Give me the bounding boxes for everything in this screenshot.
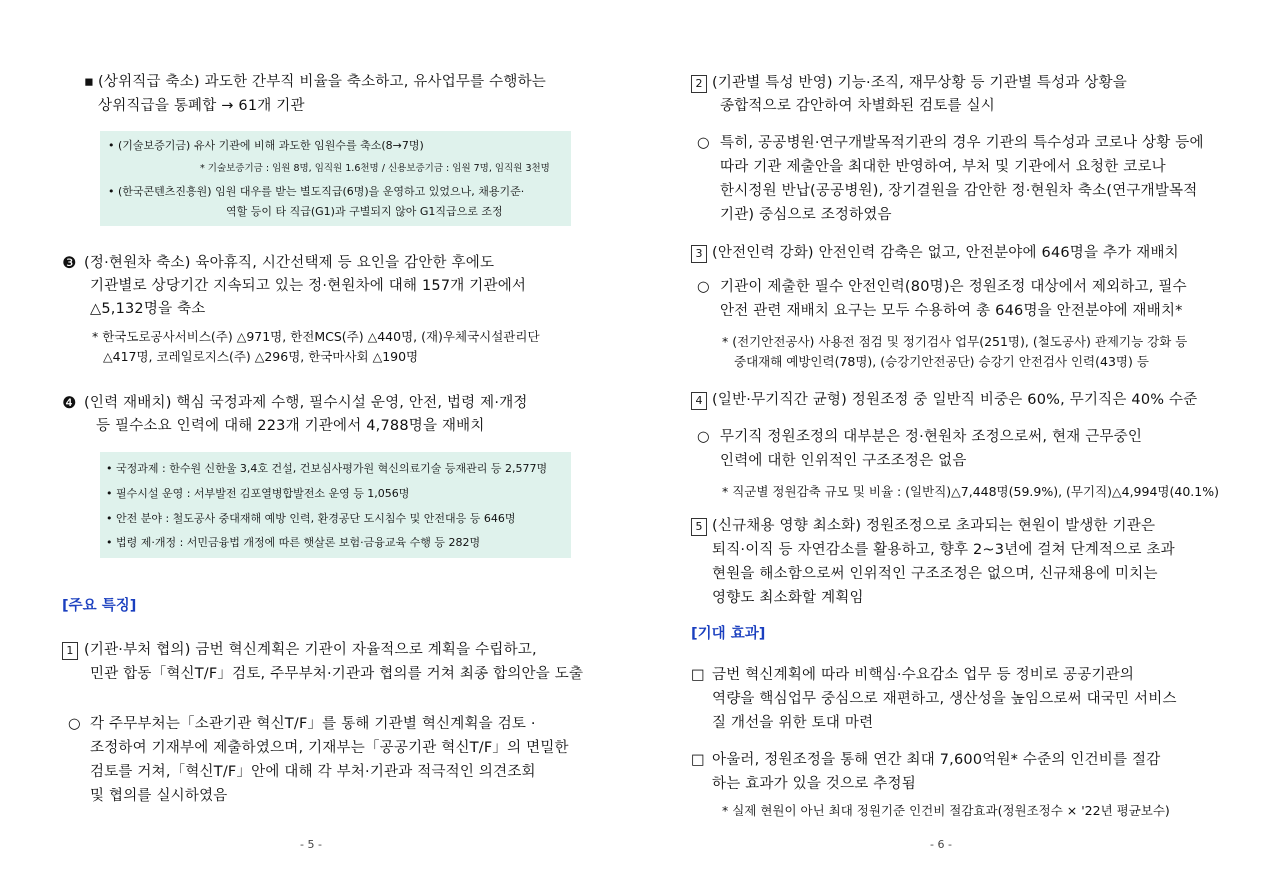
section-title: [기대 효과] [691,626,766,642]
circle-bullet-icon: ○ [697,429,710,445]
body-line: 역량을 핵심업무 중심으로 재편하고, 생산성을 높임으로써 대국민 서비스 [712,691,1177,707]
body-line: (일반·무기직간 균형) 정원조정 중 일반직 비중은 60%, 무기직은 40% 수준 [712,392,1198,408]
body-line: (인력 재배치) 핵심 국정과제 수행, 필수시설 운영, 안전, 법령 제·개정 [84,395,528,411]
footnote-line: * 실제 현원이 아닌 최대 정원기준 인건비 절감효과(정원조정수 × '22년 평균보수) [722,803,1170,818]
boxed-number-icon: 2 [691,75,707,93]
body-line: (상위직급 축소) 과도한 간부직 비율을 축소하고, 유사업무를 수행하는 [98,74,546,90]
checkbox-square-icon: □ [691,667,705,683]
boxed-number-icon: 5 [691,518,707,536]
body-line: 기관) 중심으로 조정하였음 [720,207,892,223]
box-line: • (한국콘텐츠진흥원) 임원 대우를 받는 별도직급(6명)을 운영하고 있었으나, 채용기준· [108,185,525,198]
body-line: 각 주무부처는「소관기관 혁신T/F」를 통해 기관별 혁신계획을 검토 · [90,716,536,732]
circled-number-icon: ❸ [62,253,77,272]
circle-bullet-icon: ○ [697,279,710,295]
body-line: 등 필수소요 인력에 대해 223개 기관에서 4,788명을 재배치 [96,418,485,434]
footnote-line: △417명, 코레일로지스(주) △296명, 한국마사회 △190명 [103,349,419,364]
footnote-line: * 직군별 정원감축 규모 및 비율 : (일반직)△7,448명(59.9%), (무기직)△4,994명(40.1%) [722,484,1219,499]
box-line: • (기술보증기금) 유사 기관에 비해 과도한 임원수를 축소(8→7명) [108,139,424,152]
box-line: • 안전 분야 : 철도공사 중대재해 예방 인력, 환경공단 도시침수 및 안전대응 등 646명 [106,512,516,525]
boxed-number-icon: 4 [691,392,707,410]
footnote-line: * 한국도로공사서비스(주) △971명, 한전MCS(주) △440명, (재)우체국시설관리단 [92,329,540,344]
body-line: 종합적으로 감안하여 차별화된 검토를 실시 [720,98,995,114]
circle-bullet-icon: ○ [68,716,81,732]
circled-number-icon: ❹ [62,393,77,412]
body-line: 아울러, 정원조정을 통해 연간 최대 7,600억원* 수준의 인건비를 절감 [712,752,1161,768]
page-number: - 5 - [300,838,322,851]
boxed-number-icon: 3 [691,245,707,263]
body-line: 따라 기관 제출안을 최대한 반영하여, 부처 및 기관에서 요청한 코로나 [720,159,1166,175]
body-line: (정·현원차 축소) 육아휴직, 시간선택제 등 요인을 감안한 후에도 [84,255,495,271]
body-line: 퇴직·이직 등 자연감소를 활용하고, 향후 2~3년에 걸쳐 단계적으로 초과 [712,542,1175,558]
box-line: • 국정과제 : 한수원 신한울 3,4호 건설, 건보심사평가원 혁신의료기술 등재관리 등 2,577명 [106,462,548,475]
body-line: (기관별 특성 반영) 기능·조직, 재무상황 등 기관별 특성과 상황을 [712,75,1127,91]
body-line: 무기직 정원조정의 대부분은 정·현원차 조정으로써, 현재 근무중인 [720,429,1143,445]
body-line: (신규채용 영향 최소화) 정원조정으로 초과되는 현원이 발생한 기관은 [712,518,1156,534]
box-line: • 법령 제·개정 : 서민금융법 개정에 따른 햇살론 보험·금융교육 수행 등 282명 [106,536,481,549]
boxed-number-icon: 1 [62,642,78,660]
box-line: 역할 등이 타 직급(G1)과 구별되지 않아 G1직급으로 조정 [226,205,503,218]
body-line: 특히, 공공병원·연구개발목적기관의 경우 기관의 특수성과 코로나 상황 등에 [720,135,1204,151]
body-line: 상위직급을 통폐합 → 61개 기관 [98,98,305,114]
page-number: - 6 - [930,838,952,851]
body-line: △5,132명을 축소 [90,301,206,317]
body-line: (기관·부처 협의) 금번 혁신계획은 기관이 자율적으로 계획을 수립하고, [84,642,537,658]
body-line: (안전인력 강화) 안전인력 감축은 없고, 안전분야에 646명을 추가 재배치 [712,245,1179,261]
body-line: 영향도 최소화할 계획임 [712,590,864,606]
section-title: [주요 특징] [62,598,137,614]
checkbox-square-icon: □ [691,752,705,768]
body-line: 인력에 대한 인위적인 구조조정은 없음 [720,453,967,469]
body-line: 현원을 해소함으로써 인위적인 구조조정은 없으며, 신규채용에 미치는 [712,566,1158,582]
body-line: 조정하여 기재부에 제출하였으며, 기재부는「공공기관 혁신T/F」의 면밀한 [90,740,569,756]
body-line: 기관별로 상당기간 지속되고 있는 정·현원차에 대해 157개 기관에서 [90,278,527,294]
footnote-line: * (전기안전공사) 사용전 점검 및 정기검사 업무(251명), (철도공사) 관제기능 강화 등 [722,334,1188,349]
body-line: 기관이 제출한 필수 안전인력(80명)은 정원조정 대상에서 제외하고, 필수 [720,279,1187,295]
body-line: 질 개선을 위한 토대 마련 [712,715,874,731]
footnote-line: 중대재해 예방인력(78명), (승강기안전공단) 승강기 안전검사 인력(43명) 등 [734,354,1149,369]
body-line: 한시정원 반납(공공병원), 장기결원을 감안한 정·현원차 축소(연구개발목적 [720,183,1198,199]
circle-bullet-icon: ○ [697,135,710,151]
body-line: 안전 관련 재배치 요구는 모두 수용하여 총 646명을 안전분야에 재배치* [720,303,1183,319]
box-footnote: * 기술보증기금 : 임원 8명, 임직원 1.6천명 / 신용보증기금 : 임원 7명, 임직원 3천명 [200,163,550,174]
body-line: 및 협의를 실시하였음 [90,788,228,804]
body-line: 하는 효과가 있을 것으로 추정됨 [712,776,916,792]
box-line: • 필수시설 운영 : 서부발전 김포열병합발전소 운영 등 1,056명 [106,487,410,500]
body-line: 검토를 거쳐,「혁신T/F」안에 대해 각 부처·기관과 적극적인 의견조회 [90,764,536,780]
square-bullet-icon: ▪ [84,74,95,90]
body-line: 금번 혁신계획에 따라 비핵심·수요감소 업무 등 정비로 공공기관의 [712,667,1135,683]
body-line: 민관 합동「혁신T/F」검토, 주무부처·기관과 협의를 거쳐 최종 합의안을 도출 [90,666,584,682]
